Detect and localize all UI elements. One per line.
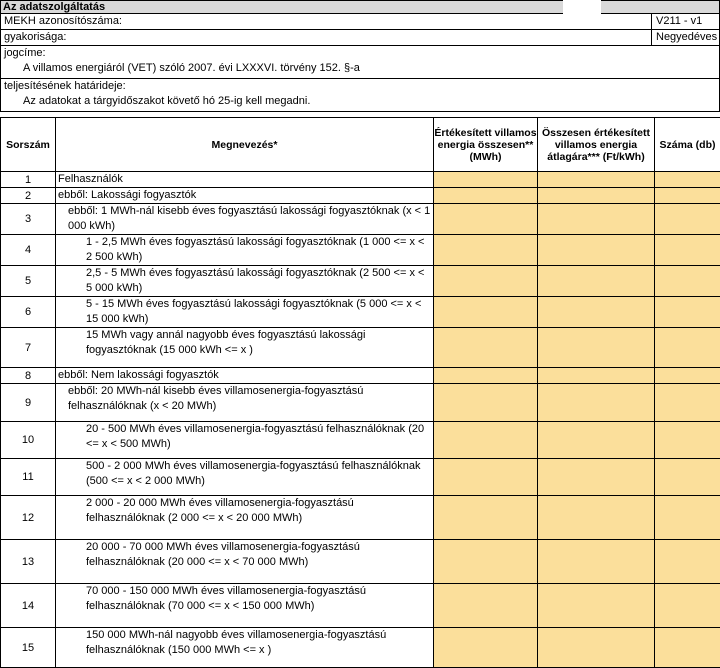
count-input-cell[interactable]	[655, 235, 720, 266]
deadline-label: teljesítésének határideje:	[1, 79, 719, 94]
table-header-row	[1, 118, 720, 172]
energy-input-cell[interactable]	[434, 328, 538, 368]
col-header-name: Megnevezés*	[56, 118, 434, 172]
row-name: 20 - 500 MWh éves villamosenergia-fogyasztású felhasználóknak (20 <= x < 500 MWh)	[56, 422, 434, 459]
table-row	[1, 266, 720, 297]
row-number: 10	[1, 422, 56, 459]
row-number: 9	[1, 384, 56, 422]
row-number: 7	[1, 328, 56, 368]
row-number: 11	[1, 459, 56, 496]
frequency-value: Negyedéves	[651, 30, 719, 45]
table-row	[1, 628, 720, 668]
count-input-cell[interactable]	[655, 328, 720, 368]
count-input-cell[interactable]	[655, 628, 720, 668]
header-frequency-row	[0, 30, 720, 46]
id-value: V211 - v1	[651, 14, 719, 29]
count-input-cell[interactable]	[655, 422, 720, 459]
energy-input-cell[interactable]	[434, 496, 538, 540]
row-number: 14	[1, 584, 56, 628]
price-input-cell[interactable]	[538, 297, 655, 328]
header-title-bar	[0, 0, 720, 14]
table-row	[1, 188, 720, 204]
table-row	[1, 297, 720, 328]
deadline-text: Az adatokat a tárgyidőszakot követő hó 25-ig kell megadni.	[1, 94, 719, 109]
data-table	[0, 117, 720, 668]
row-number: 8	[1, 368, 56, 384]
price-input-cell[interactable]	[538, 384, 655, 422]
price-input-cell[interactable]	[538, 235, 655, 266]
price-input-cell[interactable]	[538, 172, 655, 188]
row-number: 12	[1, 496, 56, 540]
energy-input-cell[interactable]	[434, 422, 538, 459]
report-header	[0, 0, 720, 112]
row-name: 2 000 - 20 000 MWh éves villamosenergia-fogyasztású felhasználóknak (2 000 <= x < 20 000 MWh)	[56, 496, 434, 540]
table-row	[1, 584, 720, 628]
frequency-label: gyakorisága:	[1, 31, 66, 43]
energy-input-cell[interactable]	[434, 188, 538, 204]
energy-input-cell[interactable]	[434, 384, 538, 422]
row-name: 1 - 2,5 MWh éves fogyasztású lakossági fogyasztóknak (1 000 <= x < 2 500 kWh)	[56, 235, 434, 266]
count-input-cell[interactable]	[655, 204, 720, 235]
row-name: 20 000 - 70 000 MWh éves villamosenergia-fogyasztású felhasználóknak (20 000 <= x < 70 000 MWh)	[56, 540, 434, 584]
row-number: 6	[1, 297, 56, 328]
row-number: 15	[1, 628, 56, 668]
table-row	[1, 422, 720, 459]
id-label: MEKH azonosítószáma:	[1, 15, 122, 27]
price-input-cell[interactable]	[538, 422, 655, 459]
col-header-number: Sorszám	[1, 118, 56, 172]
price-input-cell[interactable]	[538, 459, 655, 496]
row-number: 3	[1, 204, 56, 235]
price-input-cell[interactable]	[538, 368, 655, 384]
title-bar-gap	[563, 0, 601, 15]
table-row	[1, 540, 720, 584]
energy-input-cell[interactable]	[434, 235, 538, 266]
header-legal-row	[0, 46, 720, 79]
col-header-energy-total: Értékesített villamos energia összesen** (MWh)	[434, 118, 538, 172]
row-number: 1	[1, 172, 56, 188]
count-input-cell[interactable]	[655, 172, 720, 188]
count-input-cell[interactable]	[655, 459, 720, 496]
count-input-cell[interactable]	[655, 266, 720, 297]
price-input-cell[interactable]	[538, 628, 655, 668]
price-input-cell[interactable]	[538, 540, 655, 584]
table-row	[1, 204, 720, 235]
table-row	[1, 235, 720, 266]
row-name: 2,5 - 5 MWh éves fogyasztású lakossági fogyasztóknak (2 500 <= x < 5 000 kWh)	[56, 266, 434, 297]
col-header-count: Száma (db)	[655, 118, 720, 172]
count-input-cell[interactable]	[655, 384, 720, 422]
count-input-cell[interactable]	[655, 368, 720, 384]
row-name: ebből: Nem lakossági fogyasztók	[56, 368, 434, 384]
row-name: 500 - 2 000 MWh éves villamosenergia-fogyasztású felhasználóknak (500 <= x < 2 000 MWh)	[56, 459, 434, 496]
row-number: 5	[1, 266, 56, 297]
header-title: Az adatszolgáltatás	[3, 1, 105, 13]
row-number: 4	[1, 235, 56, 266]
legal-label: jogcíme:	[1, 46, 719, 61]
count-input-cell[interactable]	[655, 188, 720, 204]
price-input-cell[interactable]	[538, 584, 655, 628]
price-input-cell[interactable]	[538, 496, 655, 540]
price-input-cell[interactable]	[538, 204, 655, 235]
row-name: Felhasználók	[56, 172, 434, 188]
count-input-cell[interactable]	[655, 584, 720, 628]
row-name: 15 MWh vagy annál nagyobb éves fogyasztású lakossági fogyasztóknak (15 000 kWh <= x )	[56, 328, 434, 368]
table-row	[1, 496, 720, 540]
price-input-cell[interactable]	[538, 188, 655, 204]
row-name: 70 000 - 150 000 MWh éves villamosenergia-fogyasztású felhasználóknak (70 000 <= x < 150 000 MWh)	[56, 584, 434, 628]
table-row	[1, 172, 720, 188]
row-name: ebből: Lakossági fogyasztók	[56, 188, 434, 204]
row-name: ebből: 1 MWh-nál kisebb éves fogyasztású lakossági fogyasztóknak (x < 1 000 kWh)	[56, 204, 434, 235]
row-number: 2	[1, 188, 56, 204]
header-id-row	[0, 14, 720, 30]
count-input-cell[interactable]	[655, 496, 720, 540]
row-number: 13	[1, 540, 56, 584]
count-input-cell[interactable]	[655, 540, 720, 584]
table-row	[1, 384, 720, 422]
table-row	[1, 459, 720, 496]
table-row	[1, 328, 720, 368]
header-deadline-row	[0, 79, 720, 112]
energy-input-cell[interactable]	[434, 540, 538, 584]
energy-input-cell[interactable]	[434, 459, 538, 496]
energy-input-cell[interactable]	[434, 297, 538, 328]
row-name: ebből: 20 MWh-nál kisebb éves villamosenergia-fogyasztású felhasználóknak (x < 20 MWh)	[56, 384, 434, 422]
row-name: 150 000 MWh-nál nagyobb éves villamosenergia-fogyasztású felhasználóknak (150 000 MWh <= x )	[56, 628, 434, 668]
col-header-avg-price: Összesen értékesített villamos energia átlagára*** (Ft/kWh)	[538, 118, 655, 172]
table-row	[1, 368, 720, 384]
legal-text: A villamos energiáról (VET) szóló 2007. évi LXXXVI. törvény 152. §-a	[1, 61, 719, 76]
energy-input-cell[interactable]	[434, 628, 538, 668]
energy-input-cell[interactable]	[434, 584, 538, 628]
count-input-cell[interactable]	[655, 297, 720, 328]
energy-input-cell[interactable]	[434, 172, 538, 188]
price-input-cell[interactable]	[538, 328, 655, 368]
energy-input-cell[interactable]	[434, 204, 538, 235]
energy-input-cell[interactable]	[434, 266, 538, 297]
energy-input-cell[interactable]	[434, 368, 538, 384]
row-name: 5 - 15 MWh éves fogyasztású lakossági fogyasztóknak (5 000 <= x < 15 000 kWh)	[56, 297, 434, 328]
price-input-cell[interactable]	[538, 266, 655, 297]
